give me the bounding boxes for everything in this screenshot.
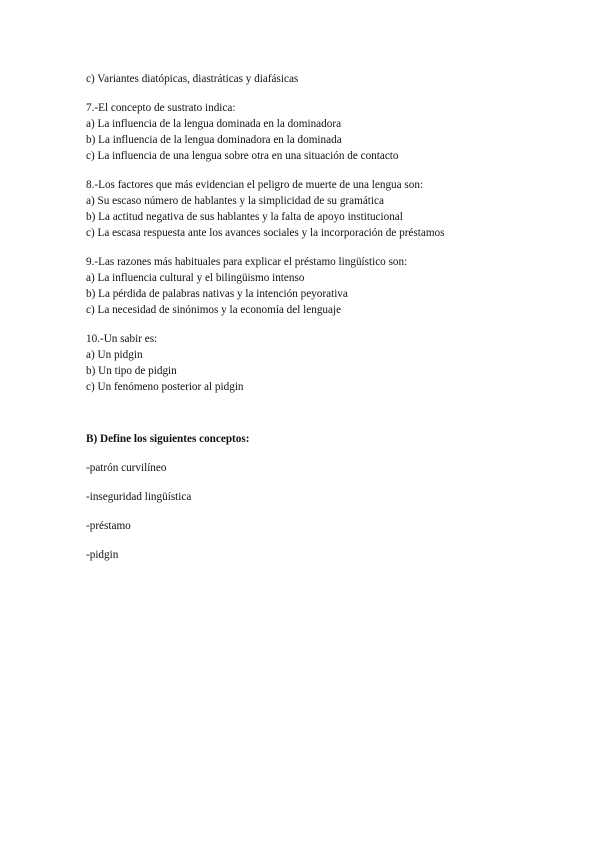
concept-term: -préstamo <box>86 520 131 532</box>
q9-option-c: c) La necesidad de sinónimos y la economía del lenguaje <box>86 304 342 316</box>
concept-term: -patrón curvilíneo <box>86 462 167 474</box>
q9-option-a: a) La influencia cultural y el bilingüismo intenso <box>86 272 305 284</box>
q8-question: 8.-Los factores que más evidencian el peligro de muerte de una lengua son: <box>86 179 424 191</box>
q10-question: 10.-Un sabir es: <box>86 333 158 345</box>
q10-option-a: a) Un pidgin <box>86 349 143 361</box>
q8-option-b: b) La actitud negativa de sus hablantes y la falta de apoyo institucional <box>86 211 403 223</box>
concept-term: -inseguridad lingüística <box>86 491 192 503</box>
concept-term: -pidgin <box>86 549 119 561</box>
q9-question: 9.-Las razones más habituales para explicar el préstamo lingüístico son: <box>86 256 408 268</box>
q10-option-b: b) Un tipo de pidgin <box>86 365 177 377</box>
q7-option-a: a) La influencia de la lengua dominada en la dominadora <box>86 118 342 130</box>
section-b-heading: B) Define los siguientes conceptos: <box>86 433 250 445</box>
q6-option-c: c) Variantes diatópicas, diastráticas y diafásicas <box>86 73 299 85</box>
q8-option-c: c) La escasa respuesta ante los avances sociales y la incorporación de préstamos <box>86 227 445 239</box>
page-content <box>86 71 546 563</box>
q7-option-b: b) La influencia de la lengua dominadora en la dominada <box>86 134 342 146</box>
q8-option-a: a) Su escaso número de hablantes y la simplicidad de su gramática <box>86 195 384 207</box>
q10-option-c: c) Un fenómeno posterior al pidgin <box>86 381 244 393</box>
q7-option-c: c) La influencia de una lengua sobre otra en una situación de contacto <box>86 150 399 162</box>
q9-option-b: b) La pérdida de palabras nativas y la intención peyorativa <box>86 288 348 300</box>
q7-question: 7.-El concepto de sustrato indica: <box>86 102 236 114</box>
